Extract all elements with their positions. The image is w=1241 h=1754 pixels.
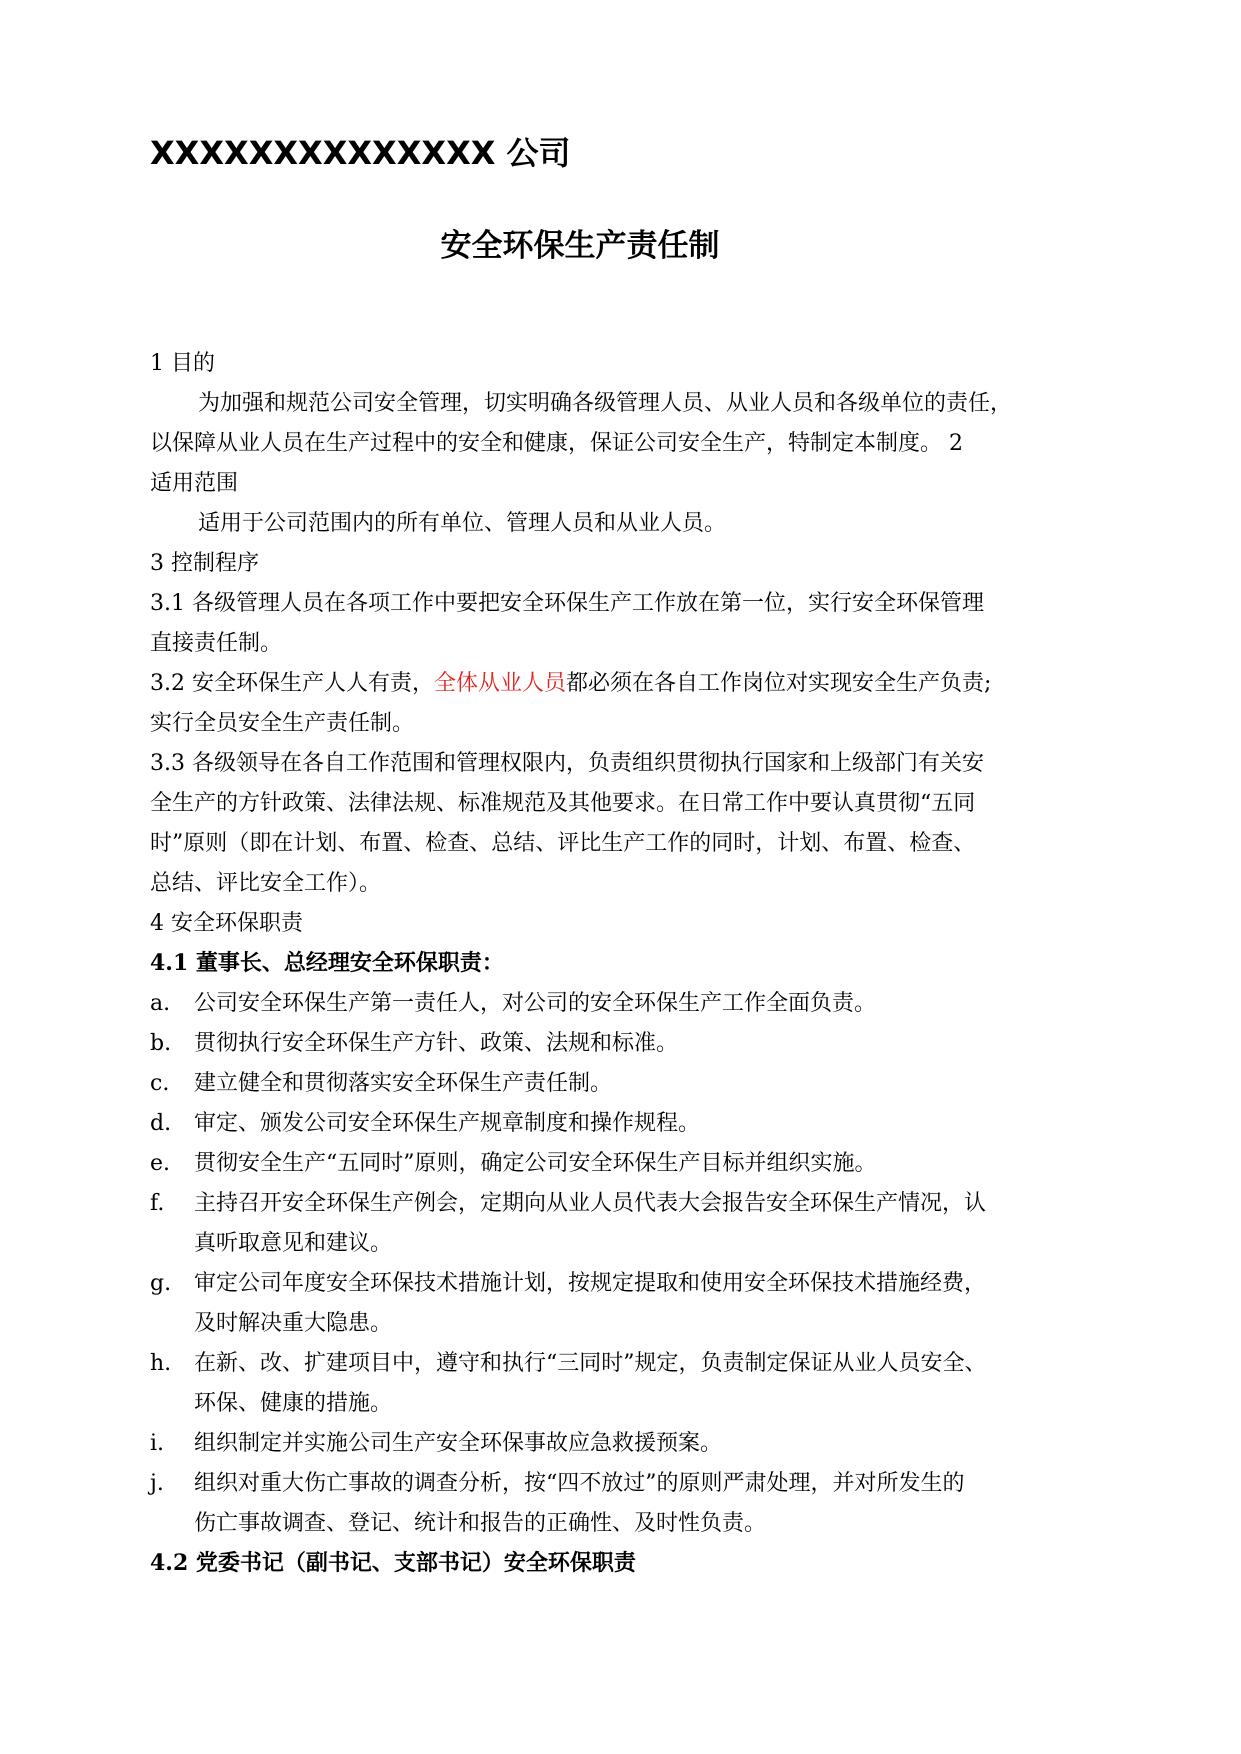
list-item xyxy=(150,1426,722,1457)
list-text: 贯彻执行安全环保生产方针、政策、法规和标准。 xyxy=(194,1031,679,1056)
list-item xyxy=(150,986,876,1017)
list-marker: h. xyxy=(150,1351,172,1376)
list-marker: c. xyxy=(150,1071,170,1096)
section-3-2-highlight: 全体从业人员 xyxy=(433,671,566,696)
list-item xyxy=(150,1026,678,1057)
section-2-heading: 适用范围 xyxy=(150,471,239,496)
list-text: 贯彻安全生产“五同时”原则，确定公司安全环保生产目标并组织实施。 xyxy=(194,1151,877,1176)
section-3-3-line-1: 3.3 各级领导在各自工作范围和管理权限内，负责组织贯彻执行国家和上级部门有关安 xyxy=(150,751,984,776)
list-text: 在新、改、扩建项目中，遵守和执行“三同时”规定，负责制定保证从业人员安全、 xyxy=(194,1351,987,1376)
section-3-heading: 3 控制程序 xyxy=(150,551,259,576)
section-3-1-line-2: 直接责任制。 xyxy=(150,631,283,656)
document-title: 安全环保生产责任制 xyxy=(440,228,720,264)
list-item xyxy=(150,1106,700,1137)
section-1-paragraph-line-1: 为加强和规范公司安全管理，切实明确各级管理人员、从业人员和各级单位的责任， xyxy=(198,391,1013,416)
list-marker: j. xyxy=(150,1471,164,1496)
section-3-3-line-2: 全生产的方针政策、法律法规、标准规范及其他要求。在日常工作中要认真贯彻“五同 xyxy=(150,791,976,816)
list-item xyxy=(150,1266,986,1297)
section-3-3-line-4: 总结、评比安全工作）。 xyxy=(150,871,382,896)
section-4-1-heading: 4.1 董事长、总经理安全环保职责： xyxy=(150,950,504,976)
section-3-2-suffix: 都必须在各自工作岗位对实现安全生产负责; xyxy=(566,671,992,696)
list-item-continuation: 环保、健康的措施。 xyxy=(194,1391,393,1416)
list-marker: i. xyxy=(150,1431,165,1456)
list-text: 组织制定并实施公司生产安全环保事故应急救援预案。 xyxy=(194,1431,723,1456)
list-item xyxy=(150,1346,987,1377)
list-text: 主持召开安全环保生产例会，定期向从业人员代表大会报告安全环保生产情况，认 xyxy=(194,1191,987,1216)
list-marker: a. xyxy=(150,991,171,1016)
section-4-2-heading: 4.2 党委书记（副书记、支部书记）安全环保职责 xyxy=(150,1550,636,1576)
section-3-2-line-2: 实行全员安全生产责任制。 xyxy=(150,711,415,736)
section-1-heading: 1 目的 xyxy=(150,351,215,376)
company-name: XXXXXXXXXXXXXX 公司 xyxy=(150,134,571,172)
list-item-continuation: 及时解决重大隐患。 xyxy=(194,1311,393,1336)
list-marker: f. xyxy=(150,1191,165,1216)
list-text: 建立健全和贯彻落实安全环保生产责任制。 xyxy=(194,1071,613,1096)
list-marker: e. xyxy=(150,1151,171,1176)
section-4-heading: 4 安全环保职责 xyxy=(150,911,303,936)
section-3-3-line-3: 时”原则（即在计划、布置、检查、总结、评比生产工作的同时，计划、布置、检查、 xyxy=(150,831,976,856)
section-3-1-line-1: 3.1 各级管理人员在各项工作中要把安全环保生产工作放在第一位，实行安全环保管理 xyxy=(150,591,984,616)
list-text: 审定公司年度安全环保技术措施计划，按规定提取和使用安全环保技术措施经费， xyxy=(194,1271,987,1296)
list-item xyxy=(150,1146,877,1177)
section-2-paragraph: 适用于公司范围内的所有单位、管理人员和从业人员。 xyxy=(198,511,727,536)
list-text: 组织对重大伤亡事故的调查分析，按“四不放过”的原则严肃处理，并对所发生的 xyxy=(194,1471,965,1496)
section-3-2-prefix: 3.2 安全环保生产人人有责， xyxy=(150,671,434,696)
list-item xyxy=(150,1186,986,1217)
list-text: 公司安全环保生产第一责任人，对公司的安全环保生产工作全面负责。 xyxy=(194,991,877,1016)
list-item xyxy=(150,1466,965,1497)
list-marker: d. xyxy=(150,1111,172,1136)
section-3-2-line-1 xyxy=(150,666,991,697)
section-1-paragraph-line-2: 以保障从业人员在生产过程中的安全和健康，保证公司安全生产，特制定本制度。 2 xyxy=(150,431,963,456)
list-item-continuation: 伤亡事故调查、登记、统计和报告的正确性、及时性负责。 xyxy=(194,1511,767,1536)
list-item-continuation: 真听取意见和建议。 xyxy=(194,1231,393,1256)
list-marker: g. xyxy=(150,1271,172,1296)
list-marker: b. xyxy=(150,1031,172,1056)
list-text: 审定、颁发公司安全环保生产规章制度和操作规程。 xyxy=(194,1111,701,1136)
list-item xyxy=(150,1066,612,1097)
